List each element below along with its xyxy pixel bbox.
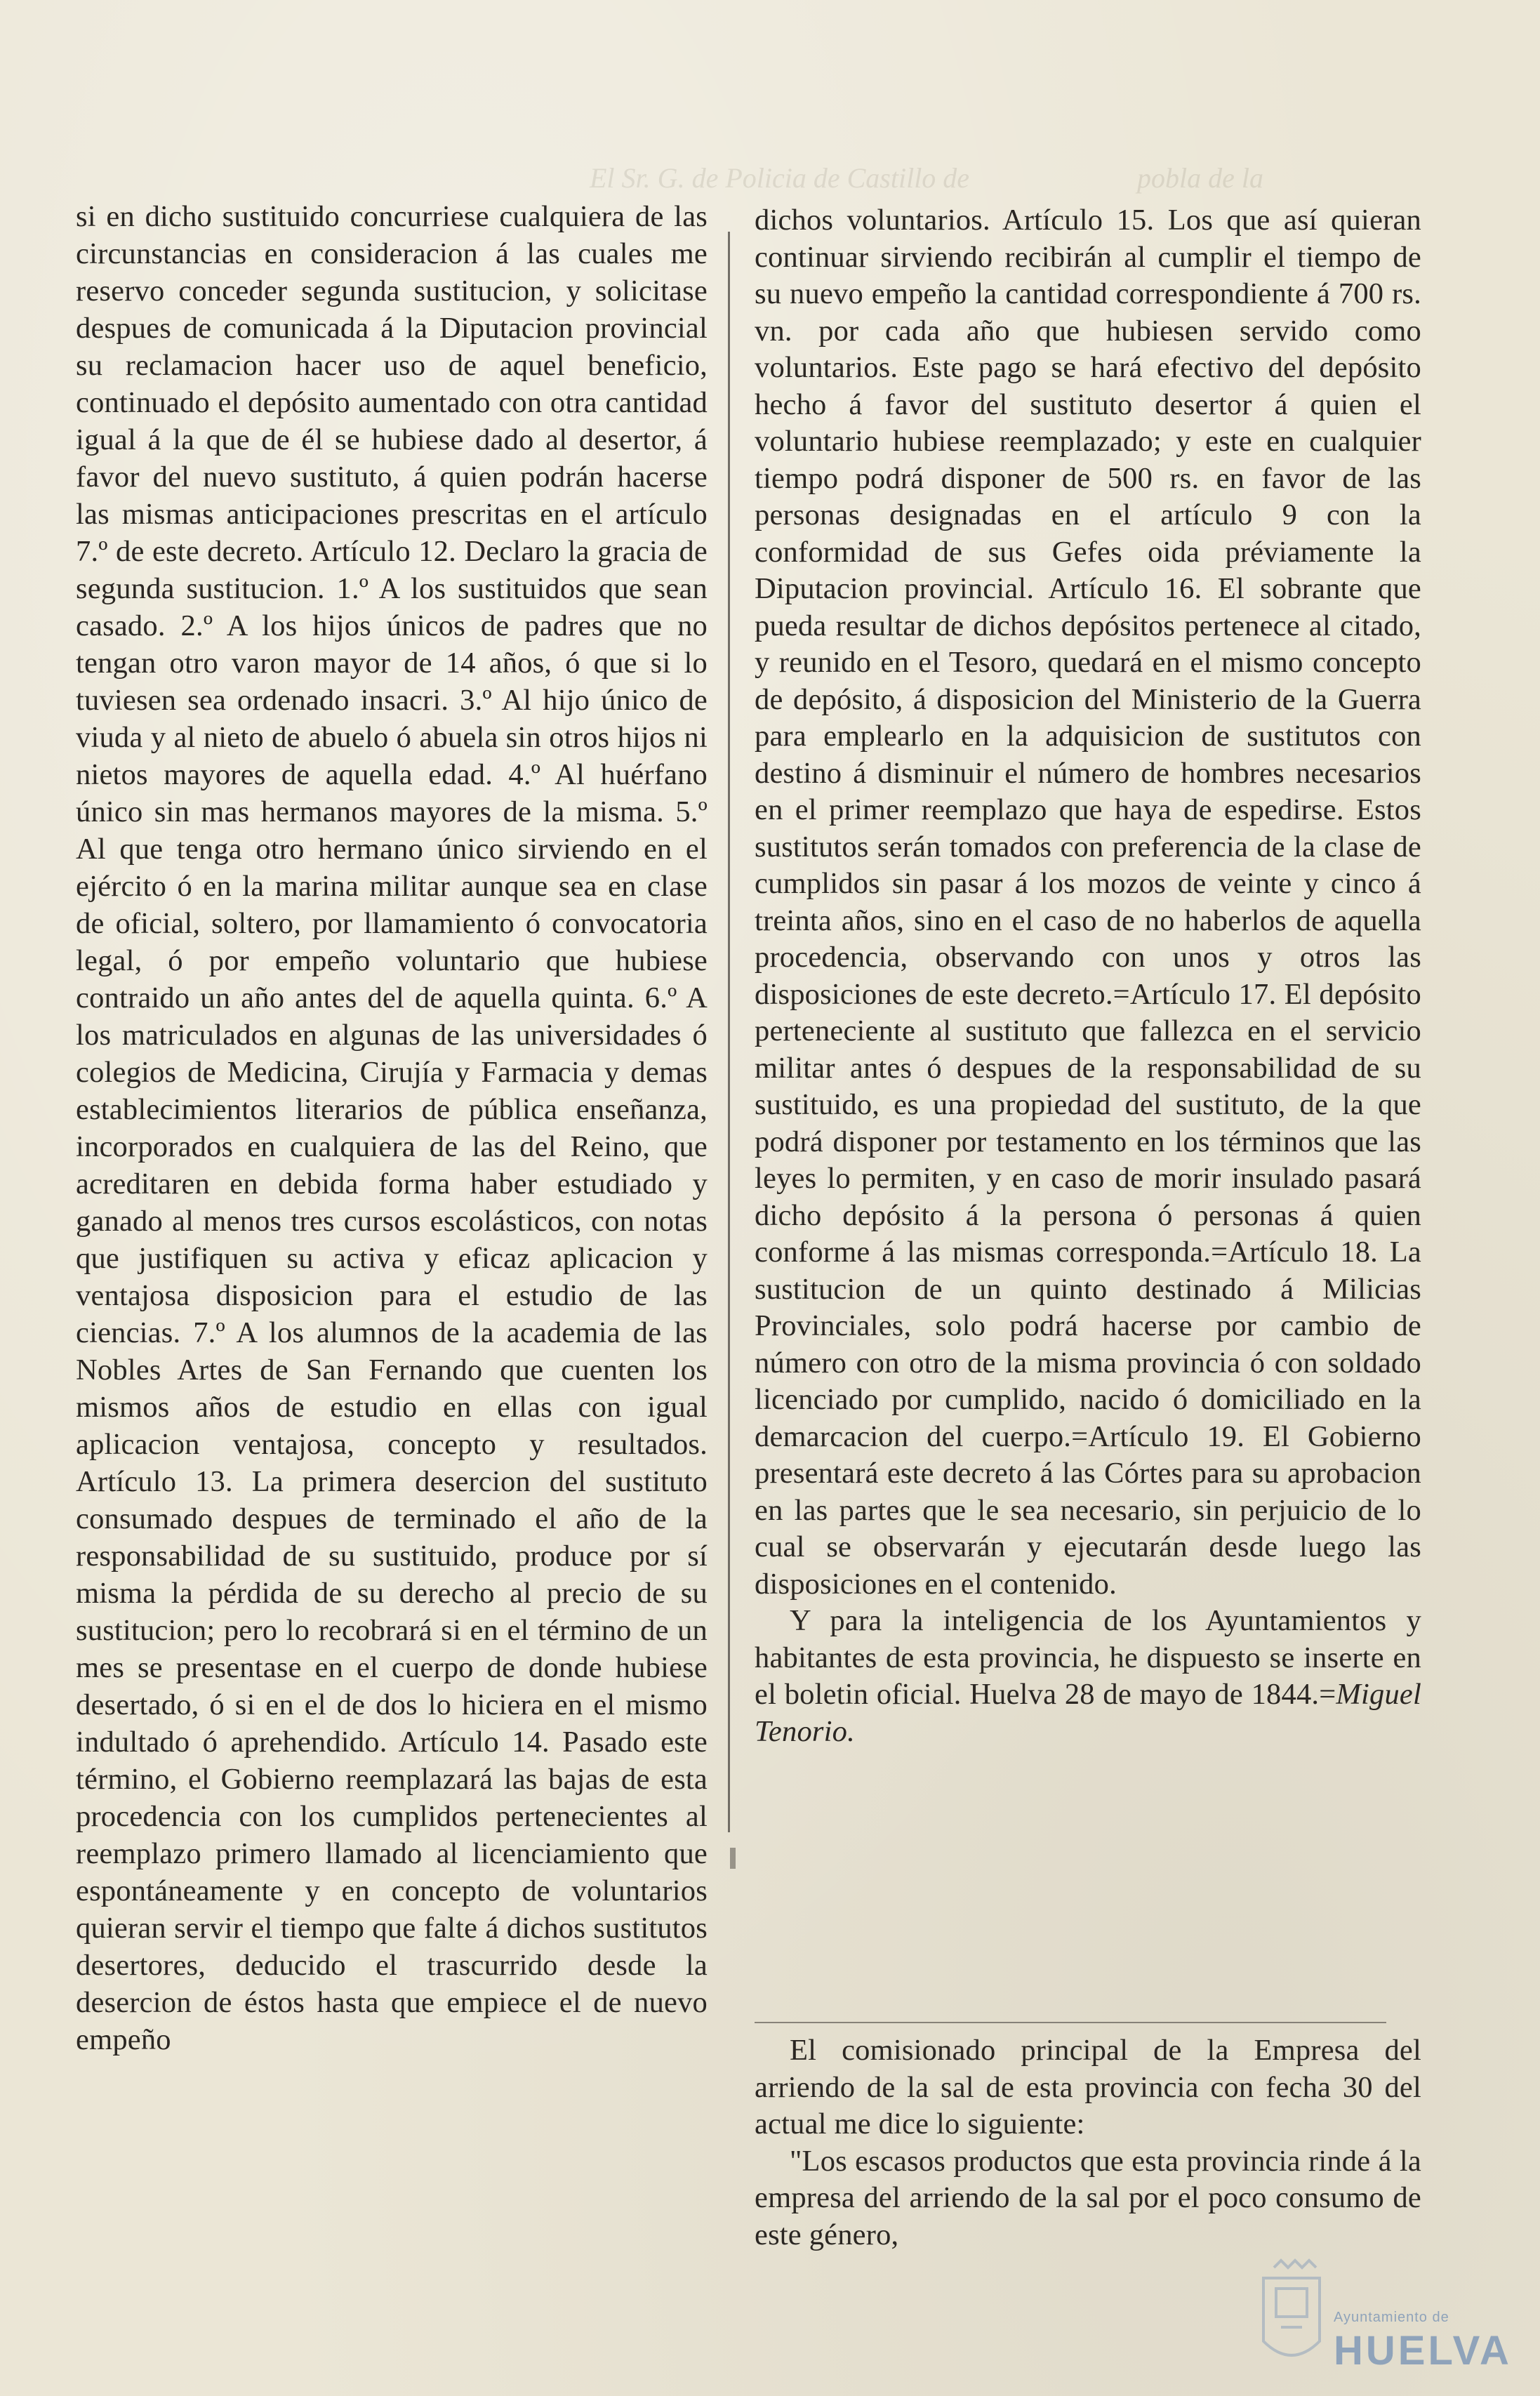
watermark-name: HUELVA — [1334, 2328, 1512, 2374]
section-separator — [755, 2022, 1386, 2023]
signature: Miguel Tenorio. — [755, 1678, 1421, 1748]
right-column-paragraph-1: dichos voluntarios. Artículo 15. Los que así quieran continuar sirviendo recibirán al cumplir el tiempo de su nuevo empeño la cantidad correspondiente á 700 rs. vn. por cada año que hubiesen servido como voluntarios. Este pago se hará efectivo del depósito hecho á favor del sustituto desertor á quien el voluntario hubiese reemplazado; y este en cualquier tiempo podrá disponer de 500 rs. en favor de las personas designadas en el artículo 9 con la conformidad de sus Gefes oida préviamente la Diputacion provincial. Artículo 16. El sobrante que pueda resultar de dichos depósitos pertenece al citado, y reunido en el Tesoro, quedará en el mismo concepto de depósito, á disposicion del Ministerio de la Guerra para emplearlo en la adquisicion de sustitutos con destino á disminuir el número de hombres necesarios en el primer reemplazo que haya de espedirse. Estos sustitutos serán tomados con preferencia de la clase de cumplidos sin pasar á los mozos de veinte y cinco á treinta años, sino en el caso de no haberlos de aquella procedencia, observando con unos y otros las disposiciones de este decreto.=Artículo 17. El depósito perteneciente al sustituto que fallezca en el servicio militar antes ó despues de la responsabilidad de su sustituido, es una propiedad del sustituto, de la que podrá disponer por testamento en los términos que las leyes lo permiten, y en caso de morir insulado pasará dicho depósito á la persona ó personas á quien conforme á las mismas corresponda.=Artículo 18. La sustitucion de un quinto destinado á Milicias Provinciales, solo podrá hacerse por cambio de número con otro de la misma provincia ó con soldado licenciado por cumplido, nacido ó domiciliado en la demarcacion del cuerpo.=Artículo 19. El Gobierno presentará este decreto á las Córtes para su aprobacion en las partes que le sea necesario, sin perjuicio de lo cual se observarán y ejecutarán desde luego las disposiciones en el contenido. — [755, 204, 1421, 1601]
left-column — [76, 198, 708, 2058]
left-column-paragraph: si en dicho sustituido concurriese cualquiera de las circunstancias en consideracion á las cuales me reservo conceder segunda sustitucion, y solicitase despues de comunicada á la Diputacion provincial su reclamacion hacer uso de aquel beneficio, continuado el depósito aumentado con otra cantidad igual á la que de él se hubiese dado al desertor, á favor del nuevo sustituto, á quien podrán hacerse las mismas anticipaciones prescritas en el artículo 7.º de este decreto. Artículo 12. Declaro la gracia de segunda sustitucion. 1.º A los sustituidos que sean casado. 2.º A los hijos únicos de padres que no tengan otro varon mayor de 14 años, ó que si lo tuviesen sea ordenado insacri. 3.º Al hijo único de viuda y al nieto de abuelo ó abuela sin otros hijos ni nietos mayores de aquella edad. 4.º Al huérfano único sin mas hermanos mayores de la misma. 5.º Al que tenga otro hermano único sirviendo en el ejército ó en la marina militar aunque sea en clase de oficial, soltero, por llamamiento ó convocatoria legal, ó por empeño voluntario que hubiese contraido un año antes del de aquella quinta. 6.º A los matriculados en algunas de las universidades ó colegios de Medicina, Cirujía y Farmacia y demas establecimientos literarios de pública enseñanza, incorporados en cualquiera de las del Reino, que acreditaren en debida forma haber estudiado y ganado al menos tres cursos escolásticos, con notas que justifiquen su activa y eficaz aplicacion y ventajosa disposicion para el estudio de las ciencias. 7.º A los alumnos de la academia de las Nobles Artes de San Fernando que cuenten los mismos años de estudio en ellas con igual aplicacion ventajosa, concepto y resultados. Artículo 13. La primera desercion del sustituto consumado despues de terminado el año de la responsabilidad de su sustituido, produce por sí misma la pérdida de su derecho al precio de su sustitucion; pero lo recobrará si en el término de un mes se presentase en el cuerpo de donde hubiese desertado, ó si en el de dos lo hiciera en el mismo indultado ó aprehendido. Artículo 14. Pasado este término, el Gobierno reemplazará las bajas de esta procedencia con los cumplidos pertenecientes al reemplazo primero llamado al licenciamiento que espontáneamente y en concepto de voluntarios quieran servir el tiempo que falte á dichos sustitutos desertores, deducido el trascurrido desde la desercion de éstos hasta que empiece el de nuevo empeño — [76, 200, 708, 2056]
bleed-through-text-right: pobla de la — [1137, 162, 1263, 194]
column-divider — [728, 232, 730, 1832]
right-column-paragraph-2 — [755, 1603, 1421, 1750]
column-divider-tick — [730, 1848, 736, 1869]
right-column — [755, 202, 1421, 1750]
right-column-paragraph-4: "Los escasos productos que esta provincia rinde á la empresa del arriendo de la sal por el poco consumo de este género, — [755, 2144, 1421, 2251]
bleed-through-text-left: El Sr. G. de Policia de Castillo de — [590, 162, 970, 194]
watermark-label: Ayuntamiento de — [1334, 2310, 1449, 2325]
right-column-paragraph-3: El comisionado principal de la Empresa del arriendo de la sal de esta provincia con fecha 30 del actual me dice lo siguiente: — [755, 2034, 1421, 2140]
right-column-lower — [755, 2032, 1421, 2253]
proclamation-text: Y para la inteligencia de los Ayuntamientos y habitantes de esta provincia, he dispuesto se inserte en el boletin oficial. Huelva 28 de mayo de 1844.= — [755, 1604, 1421, 1711]
